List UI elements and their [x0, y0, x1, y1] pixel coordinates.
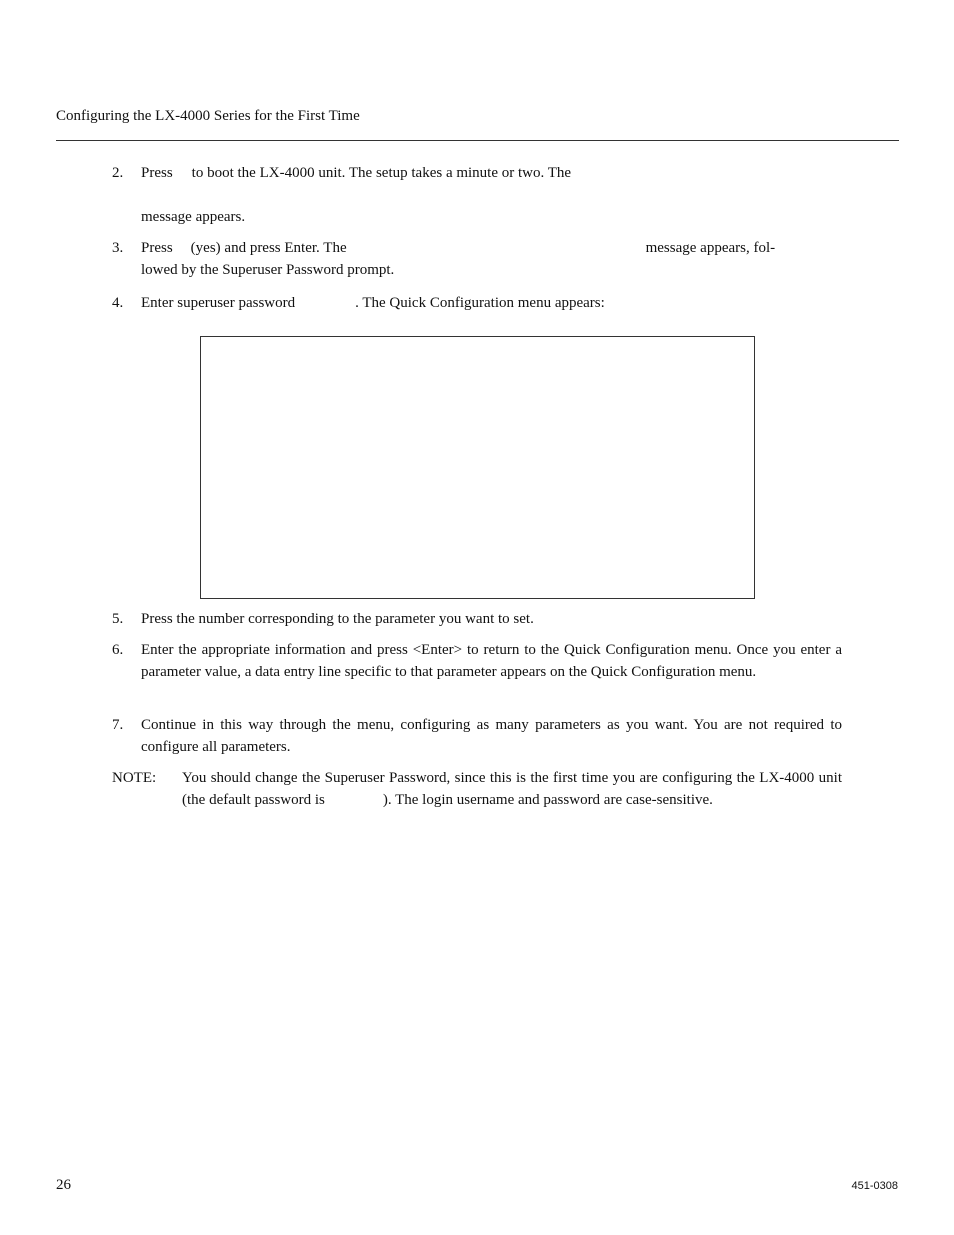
- header-rule: [56, 140, 899, 141]
- running-header: Configuring the LX-4000 Series for the First Time: [56, 108, 360, 124]
- step-text: Press: [141, 165, 173, 181]
- step-4: [112, 292, 842, 314]
- page-number: 26: [56, 1177, 71, 1193]
- step-text: Continue in this way through the menu, configuring as many parameters as you want. You are not required to configure all parameters.: [141, 717, 842, 755]
- note-text-part: ). The login username and password are case-sensitive.: [382, 792, 713, 808]
- step-number: 6.: [112, 642, 124, 658]
- step-text: Press: [141, 240, 173, 256]
- step-number: 7.: [112, 717, 124, 733]
- step-number: 5.: [112, 611, 124, 627]
- step-text: Enter superuser password: [141, 295, 296, 311]
- quick-configuration-menu-screen: [200, 336, 755, 599]
- note-label: NOTE:: [112, 770, 157, 786]
- step-text: . The Quick Configuration menu appears:: [355, 295, 605, 311]
- step-number: 3.: [112, 240, 124, 256]
- step-number: 4.: [112, 295, 124, 311]
- step-7: [112, 714, 842, 758]
- step-3: [112, 237, 842, 281]
- step-text-line: [141, 237, 842, 259]
- step-text: Press the number corresponding to the parameter you want to set.: [141, 611, 534, 627]
- step-text: message appears.: [141, 209, 246, 225]
- step-text: lowed by the Superuser Password prompt.: [141, 262, 395, 278]
- step-2: [112, 162, 842, 228]
- step-text: message appears, fol-: [645, 240, 776, 256]
- step-text: Enter the appropriate information and press <Enter> to return to the Quick Configuration menu. Once you enter a parameter value, a data entry line specific to that parameter appears on the Quick Configuration menu.: [141, 642, 842, 680]
- step-text: to boot the LX-4000 unit. The setup takes a minute or two. The: [191, 165, 572, 181]
- step-5: [112, 608, 842, 630]
- step-text: (yes) and press Enter. The: [190, 240, 347, 256]
- step-number: 2.: [112, 165, 124, 181]
- document-number: 451-0308: [851, 1180, 898, 1192]
- note-text: [182, 767, 842, 811]
- step-text-line: [141, 292, 842, 314]
- step-6: [112, 639, 842, 705]
- note-text-part: You should change the Superuser Password, since this is the first time you are configuring the LX-4000 unit (the default password is: [182, 770, 842, 808]
- step-text-line: [141, 162, 842, 184]
- note-block: [112, 767, 842, 833]
